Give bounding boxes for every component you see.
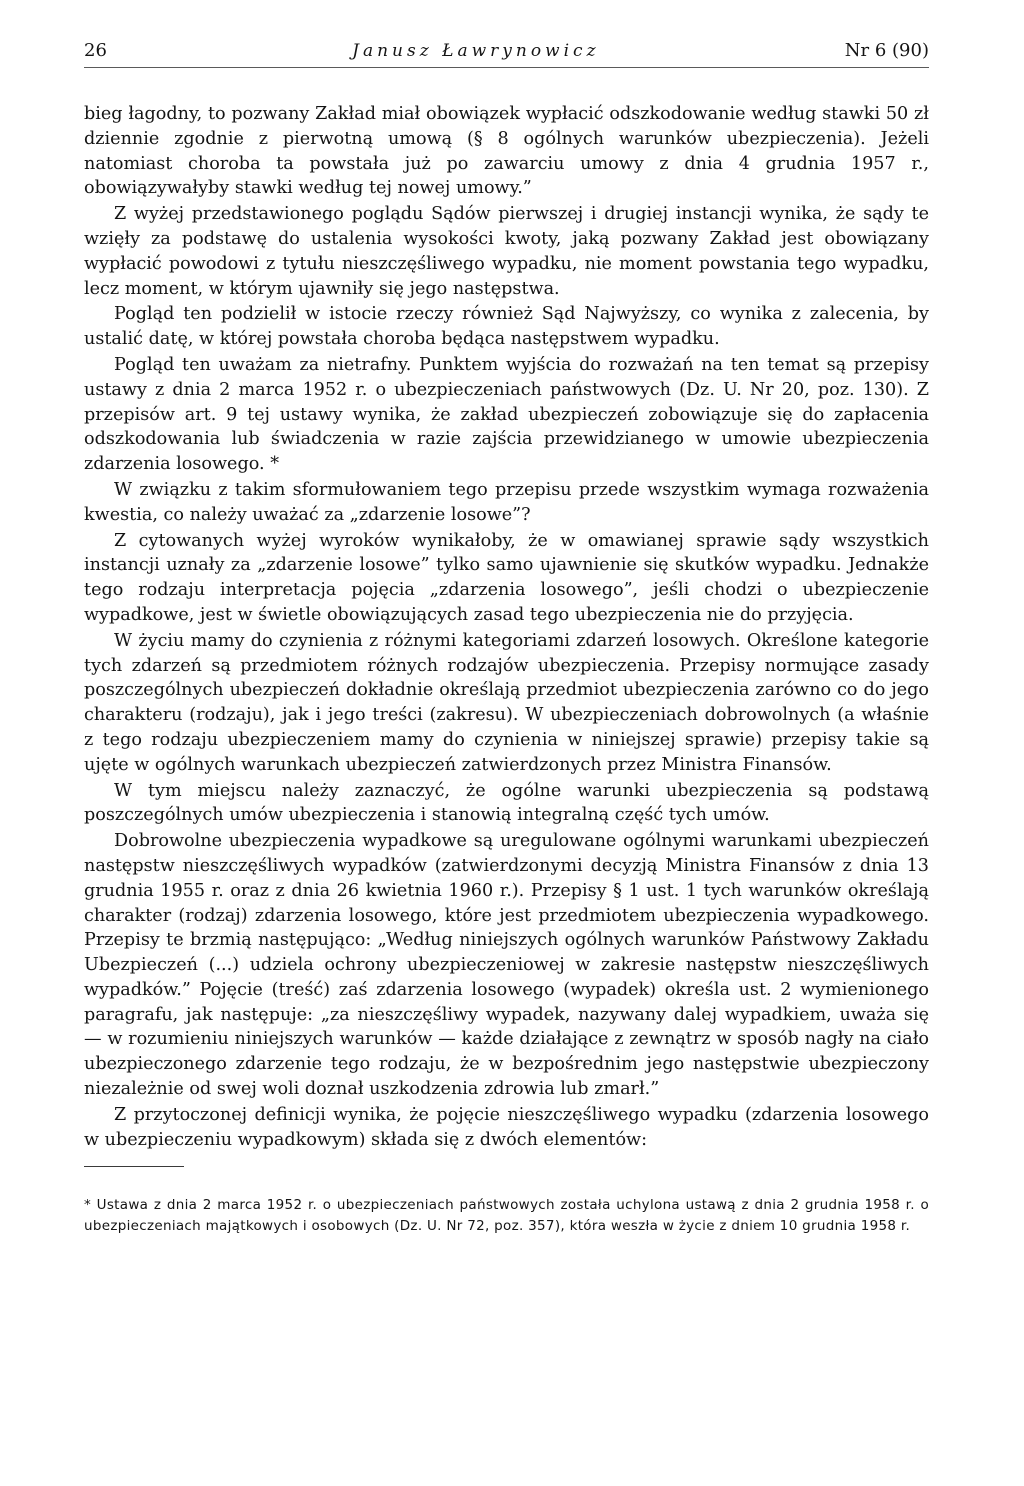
running-head [84, 40, 929, 68]
paragraph: Z cytowanych wyżej wyroków wynikałoby, że w omawianej sprawie sądy wszystkich instancji uznały za „zdarzenie losowe” tylko samo ujawnienie się skutków wypadku. Jednakże tego rodzaju interpretacja pojęcia „zdarzenia losowego”, jeśli chodzi o ubezpieczenie wypadkowe, jest w świetle obowiązujących zasad tego ubezpieczenia nie do przyjęcia. [84, 530, 929, 625]
paragraph: Pogląd ten uważam za nietrafny. Punktem wyjścia do rozważań na ten temat są przepisy ustawy z dnia 2 marca 1952 r. o ubezpieczeniach państwowych (Dz. U. Nr 20, poz. 130). Z przepisów art. 9 tej ustawy wynika, że zakład ubezpieczeń zobowiązuje się do zapłacenia odszkodowania lub świadczenia w razie zajścia przewidzianego w umowie ubezpieczenia zdarzenia losowego. * [84, 354, 929, 475]
paragraph: Dobrowolne ubezpieczenia wypadkowe są uregulowane ogólnymi warunkami ubezpieczeń następstw nieszczęśliwych wypadków (zatwierdzonymi decyzją Ministra Finansów z dnia 13 grudnia 1955 r. oraz z dnia 26 kwietnia 1960 r.). Przepisy § 1 ust. 1 tych warunków określają charakter (rodzaj) zdarzenia losowego, które jest przedmiotem ubezpieczenia wypadkowego. Przepisy te brzmią następująco: „Według niniejszych ogólnych warunków Państwowy Zakładu Ubezpieczeń (...) udziela ochrony ubezpieczeniowej w zakresie następstw nieszczęśliwych wypadków.” Pojęcie (treść) zaś zdarzenia losowego (wypadek) określa ust. 2 wymienionego paragrafu, jak następuje: „za nieszczęśliwy wypadek, nazywany dalej wypadkiem, uważa się — w rozumieniu niniejszych warunków — każde działające z zewnątrz w sposób nagły na ciało ubezpieczonego zdarzenie tego rodzaju, że w bezpośrednim jego następstwie ubezpieczony niezależnie od swej woli doznał uszkodzenia zdrowia lub zmarł.” [84, 831, 929, 1100]
paragraph: Z wyżej przedstawionego poglądu Sądów pierwszej i drugiej instancji wynika, że sądy te wzięły za podstawę do ustalenia wysokości kwoty, jaką pozwany Zakład jest obowiązany wypłacić powodowi z tytułu nieszczęśliwego wypadku, nie moment powstania tego wypadku, lecz moment, w którym ujawniły się jego następstwa. [84, 204, 929, 299]
paragraph: Pogląd ten podzielił w istocie rzeczy również Sąd Najwyższy, co wynika z zalecenia, by ustalić datę, w której powstała choroba będąca następstwem wypadku. [84, 304, 929, 350]
running-head-author: Janusz Ławrynowicz [352, 41, 600, 61]
paragraph: W związku z takim sformułowaniem tego przepisu przede wszystkim wymaga rozważenia kwestia, co należy uważać za „zdarzenie losowe”? [84, 479, 929, 525]
footnote-divider [84, 1166, 184, 1167]
page-number: 26 [84, 40, 107, 61]
page [84, 40, 929, 1251]
article-body [84, 102, 929, 1152]
paragraph: W tym miejscu należy zaznaczyć, że ogólne warunki ubezpieczenia są podstawą poszczególnych umów ubezpieczenia i stanowią integralną część tych umów. [84, 780, 929, 826]
paragraph: bieg łagodny, to pozwany Zakład miał obowiązek wypłacić odszkodowanie według stawki 50 zł dziennie zgodnie z pierwotną umową (§ 8 ogólnych warunków ubezpieczenia). Jeżeli natomiast choroba ta powstała już po zawarciu umowy z dnia 4 grudnia 1957 r., obowiązywałyby stawki według tej nowej umowy.” [84, 104, 929, 199]
issue-number: Nr 6 (90) [844, 40, 929, 61]
paragraph: W życiu mamy do czynienia z różnymi kategoriami zdarzeń losowych. Określone kategorie tych zdarzeń są przedmiotem różnych rodzajów ubezpieczenia. Przepisy normujące zasady poszczególnych ubezpieczeń dokładnie określają przedmiot ubezpieczenia zarówno co do jego charakteru (rodzaju), jak i jego treści (zakresu). W ubezpieczeniach dobrowolnych (a właśnie z tego rodzaju ubezpieczeniem mamy do czynienia w niniejszej sprawie) przepisy takie są ujęte w ogólnych warunkach ubezpieczeń zatwierdzonych przez Ministra Finansów. [84, 630, 929, 775]
paragraph: Z przytoczonej definicji wynika, że pojęcie nieszczęśliwego wypadku (zdarzenia losowego w ubezpieczeniu wypadkowym) składa się z dwóch elementów: [84, 1104, 929, 1150]
footnote: * Ustawa z dnia 2 marca 1952 r. o ubezpieczeniach państwowych została uchylona ustawą z dnia 2 grudnia 1958 r. o ubezpieczeniach majątkowych i osobowych (Dz. U. Nr 72, poz. 357), która weszła w życie z dniem 10 grudnia 1958 r. [84, 1197, 929, 1235]
